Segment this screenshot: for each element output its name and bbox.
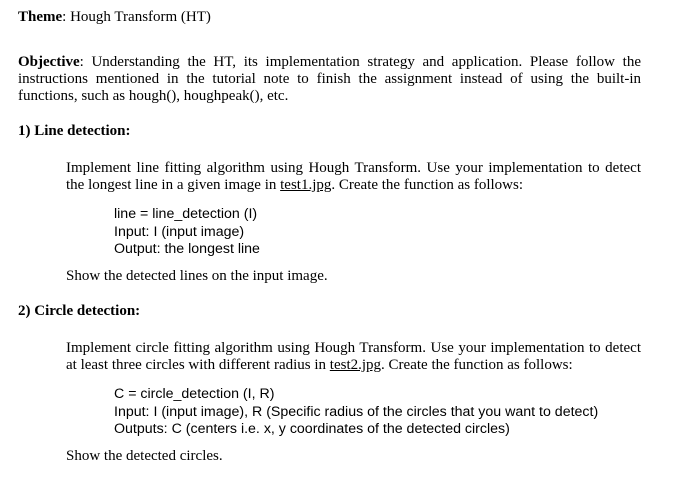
theme-line [18,9,211,26]
section-1-heading: 1) Line detection: [18,123,131,139]
function-output-line: Outputs: C (centers i.e. x, y coordinates of the detected circles) [114,421,510,437]
section-1-desc-text: the longest line in a given image in [66,177,281,193]
section-2-heading: 2) Circle detection: [18,303,141,319]
section-2-desc-text-end: . Create the function as follows: [381,357,573,373]
function-input-line: Input: I (input image) [114,223,245,240]
objective-line-1 [18,54,641,71]
section-2-function-spec [114,386,598,439]
section-1-function-spec [114,206,260,259]
function-input-line: Input: I (input image), R (Specific radius of the circles that you want to detect) [114,403,599,420]
section-1-desc-line-1: Implement line fitting algorithm using Hough Transform. Use your implementation to detect [66,160,641,176]
section-2-desc-line-1: Implement circle fitting algorithm using Hough Transform. Use your implementation to detect [66,340,641,356]
objective-paragraph [18,54,641,105]
function-output-line: Output: the longest line [114,241,260,257]
section-2-desc-line-2 [66,357,641,374]
objective-line-1-text: : Understanding the HT, its implementation strategy and application. Please follow the [79,54,641,70]
theme-label: Theme [18,9,63,25]
section-2-show-text: Show the detected circles. [66,448,223,464]
section-1-show-text: Show the detected lines on the input image. [66,268,328,284]
function-signature-line: C = circle_detection (I, R) [114,386,275,402]
theme-text: : Hough Transform (HT) [62,9,211,25]
function-signature-line: line = line_detection (I) [114,206,258,222]
file-name-test1: test1.jpg [280,177,332,193]
objective-label: Objective [18,54,80,70]
section-2-description [66,340,641,374]
file-name-test2: test2.jpg [329,357,382,373]
section-1-desc-text-end: . Create the function as follows: [331,177,523,193]
section-1-desc-line-2 [66,177,641,194]
objective-line-3: functions, such as hough(), houghpeak(), etc. [18,88,289,104]
section-2-desc-text: at least three circles with different radius in [66,357,330,373]
section-1-description [66,160,641,194]
objective-line-2: instructions mentioned in the tutorial note to finish the assignment instead of using the built-in [18,71,641,87]
